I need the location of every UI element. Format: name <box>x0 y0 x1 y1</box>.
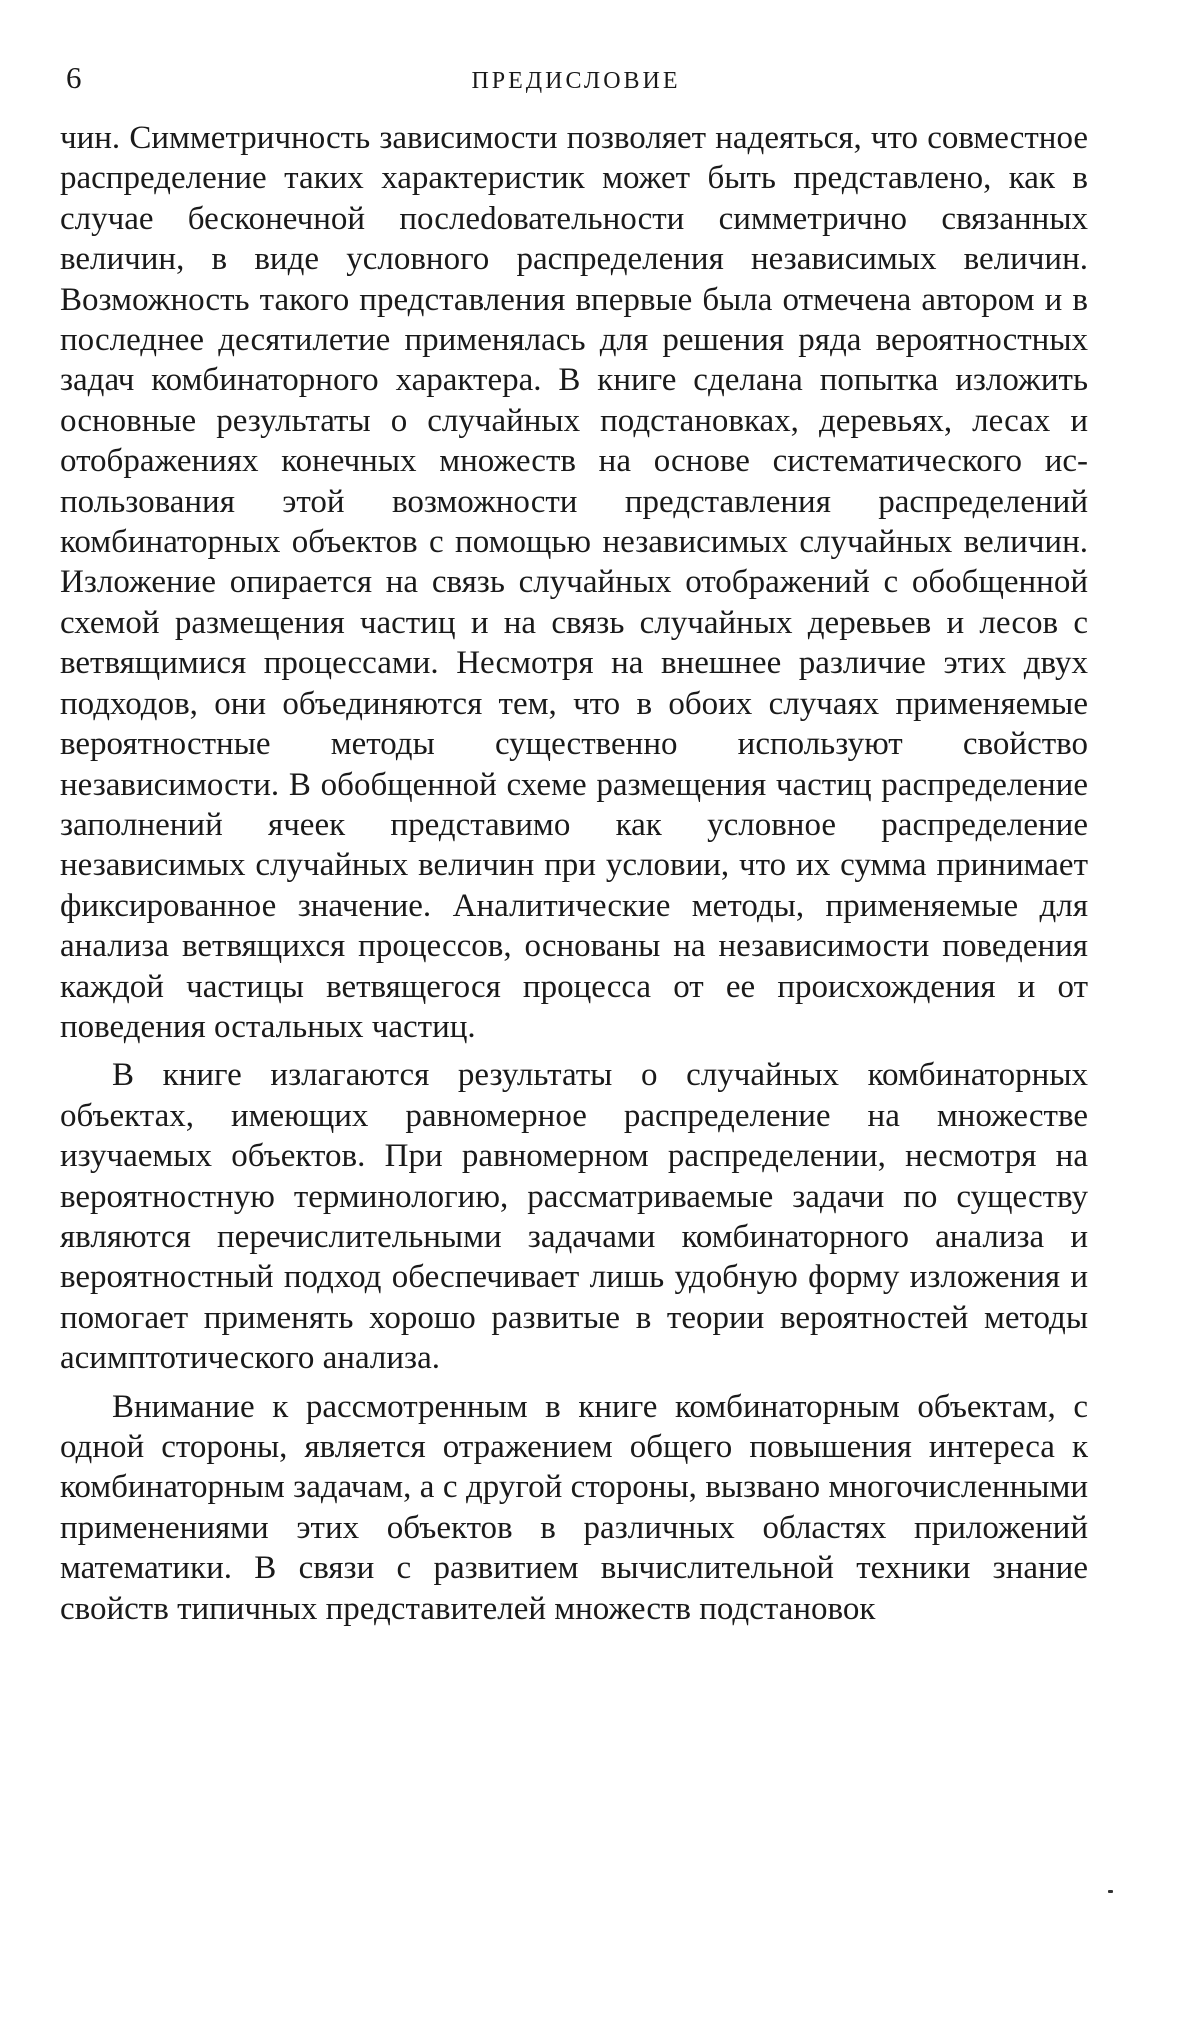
scan-speck <box>1108 1890 1113 1893</box>
page-number: 6 <box>66 60 82 95</box>
running-head <box>66 58 1086 106</box>
body-text <box>60 118 1088 1629</box>
paragraph-continuation: чин. Симметричность зависимости позволяет надеяться, что совместное распределение таких характеристик может быть представлено, как в случае бесконечной послеdовательности симметрично связанных величин, в виде условного распределения независимых величин. Возможность такого представления впервые была отмечена автором и в последнее десятилетие применялась для решения ряда вероятностных задач комбинаторного характера. В книге сделана попытка изложить основные результаты о случайных подстановках, деревьях, лесах и отображениях конечных множеств на основе систематического использования этой возможности представления распределений комбинаторных объектов с помощью независимых случайных величин. Изложение опирается на связь случайных отображений с обобщенной схемой размещения частиц и на связь случайных деревьев и лесов с ветвящимися процессами. Несмотря на внешнее различие этих двух подходов, они объединяются тем, что в обоих случаях применяемые вероятностные методы существенно используют свойство независимости. В обобщенной схеме размещения частиц распределение заполнений ячеек представимо как условное распределение независимых случайных величин при условии, что их сумма принимает фиксированное значение. Аналитические методы, применяемые для анализа ветвящихся процессов, основаны на независимости поведения каждой частицы ветвящегося процесса от ее происхождения и от поведения остальных частиц. <box>60 120 1088 1045</box>
paragraph-attention-to-objects: Внимание к рассмотренным в книге комбинаторным объектам, с одной стороны, является отражением общего повышения интереса к комбинаторным задачам, а с другой стороны, вызвано многочисленными применениями этих объектов в различных областях приложений математики. В связи с развитием вычислительной техники знание свойств типичных представителей множеств подстановок <box>60 1388 1088 1627</box>
header-title: ПРЕДИСЛОВИЕ <box>471 68 681 94</box>
paragraph-uniform-distribution: В книге излагаются результаты о случайных комбинаторных объектах, имеющих равномерное распределение на множестве изучаемых объектов. При равномерном распределении, несмотря на вероятностную терминологию, рассматриваемые задачи по существу являются перечислительными задачами комбинаторного анализа и вероятностный подход обеспечивает лишь удобную форму изложения и помогает применять хорошо развитые в теории вероятностей методы асимптотического анализа. <box>60 1057 1088 1377</box>
